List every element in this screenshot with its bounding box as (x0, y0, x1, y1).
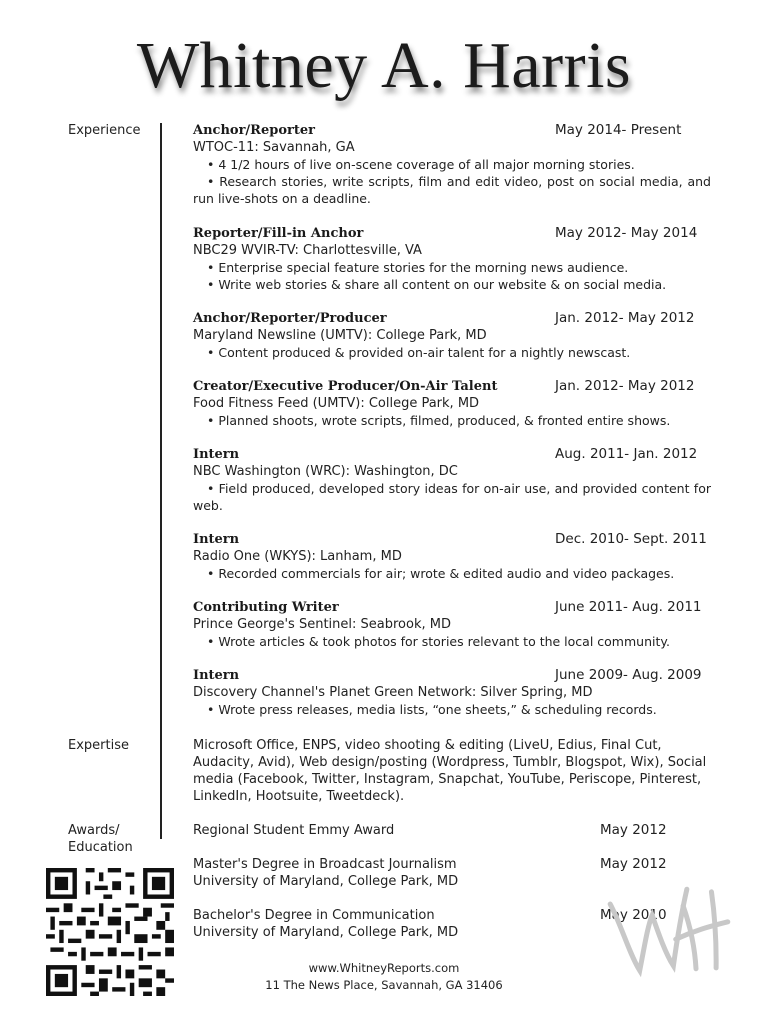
experience-label (68, 122, 141, 139)
job-title: Contributing Writer (193, 600, 339, 615)
experience-label-text: Experience (68, 123, 141, 138)
job-dates: June 2011- Aug. 2011 (555, 599, 702, 615)
experience-entry (193, 667, 713, 718)
experience-entry (193, 599, 713, 650)
job-bullet: • Recorded commercials for air; wrote & edited audio and video packages. (207, 566, 675, 581)
footer-website: www.WhitneyReports.com (308, 961, 460, 975)
education-date: May 2010 (600, 907, 667, 923)
job-bullet: • Planned shoots, wrote scripts, filmed, produced, & fronted entire shows. (207, 413, 671, 428)
job-organization: NBC Washington (WRC): Washington, DC (193, 464, 458, 479)
job-title: Anchor/Reporter (193, 123, 315, 138)
job-dates: May 2014- Present (555, 122, 682, 138)
job-dates: Dec. 2010- Sept. 2011 (555, 531, 707, 547)
job-organization: Radio One (WKYS): Lanham, MD (193, 549, 402, 564)
job-title: Intern (193, 532, 240, 547)
expertise-text: Microsoft Office, ENPS, video shooting & editing (LiveU, Edius, Final Cut, Audacity, Avid), Web design/posting (Wordpress, Tumblr, Blogspot, Wix), Social media (Facebook, Twitter, Instagram, Snapchat, YouTube, Periscope, Pinterest, LinkedIn, Hootsuite, Tweetdeck). (193, 738, 707, 804)
job-organization: WTOC-11: Savannah, GA (193, 140, 355, 155)
job-organization: Food Fitness Feed (UMTV): College Park, MD (193, 396, 480, 411)
education-school: University of Maryland, College Park, MD (193, 925, 459, 940)
experience-entry (193, 225, 713, 293)
job-organization: Maryland Newsline (UMTV): College Park, MD (193, 328, 487, 343)
job-bullet: • Wrote press releases, media lists, “one sheets,” & scheduling records. (207, 702, 657, 717)
experience-entry (193, 310, 713, 361)
education-school: University of Maryland, College Park, MD (193, 874, 459, 889)
job-bullet: • Content produced & provided on-air talent for a nightly newscast. (207, 345, 631, 360)
experience-entry (193, 122, 713, 207)
job-title: Intern (193, 447, 240, 462)
job-dates: June 2009- Aug. 2009 (555, 667, 702, 683)
job-bullet: • Wrote articles & took photos for stories relevant to the local community. (207, 634, 670, 649)
job-bullet: • Field produced, developed story ideas for on-air use, and provided content for web. (193, 481, 711, 513)
resume-name: Whitney A. Harris (136, 29, 632, 102)
qr-code (46, 868, 174, 996)
expertise-block (193, 737, 713, 805)
education-entry (193, 822, 713, 839)
job-organization: Discovery Channel's Planet Green Network: Silver Spring, MD (193, 685, 593, 700)
footer-address: 11 The News Place, Savannah, GA 31406 (265, 978, 503, 992)
job-title: Anchor/Reporter/Producer (193, 311, 387, 326)
education-title: Bachelor's Degree in Communication (193, 908, 435, 923)
expertise-label (68, 737, 129, 754)
job-bullet: • Enterprise special feature stories for the morning news audience. (207, 260, 629, 275)
job-title: Creator/Executive Producer/On-Air Talent (193, 379, 498, 394)
section-divider (160, 123, 162, 839)
job-bullet: • Write web stories & share all content on our website & on social media. (207, 277, 667, 292)
education-label-text: Education (68, 840, 133, 855)
awards-label-text: Awards/ (68, 823, 120, 838)
job-dates: May 2012- May 2014 (555, 225, 698, 241)
job-title: Intern (193, 668, 240, 683)
experience-entry (193, 446, 713, 514)
experience-entry (193, 531, 713, 582)
job-dates: Jan. 2012- May 2012 (555, 378, 695, 394)
job-dates: Jan. 2012- May 2012 (555, 310, 695, 326)
job-organization: NBC29 WVIR-TV: Charlottesville, VA (193, 243, 422, 258)
job-bullet: • 4 1/2 hours of live on-scene coverage of all major morning stories. (207, 157, 635, 172)
job-title: Reporter/Fill-in Anchor (193, 226, 364, 241)
expertise-label-text: Expertise (68, 738, 129, 753)
job-bullet: • Research stories, write scripts, film and edit video, post on social media, and run live-shots on a deadline. (193, 174, 711, 206)
job-dates: Aug. 2011- Jan. 2012 (555, 446, 698, 462)
experience-entry (193, 378, 713, 429)
education-title: Regional Student Emmy Award (193, 823, 395, 838)
awards-education-label (68, 822, 133, 856)
education-date: May 2012 (600, 822, 667, 838)
education-date: May 2012 (600, 856, 667, 872)
education-title: Master's Degree in Broadcast Journalism (193, 857, 457, 872)
job-organization: Prince George's Sentinel: Seabrook, MD (193, 617, 451, 632)
